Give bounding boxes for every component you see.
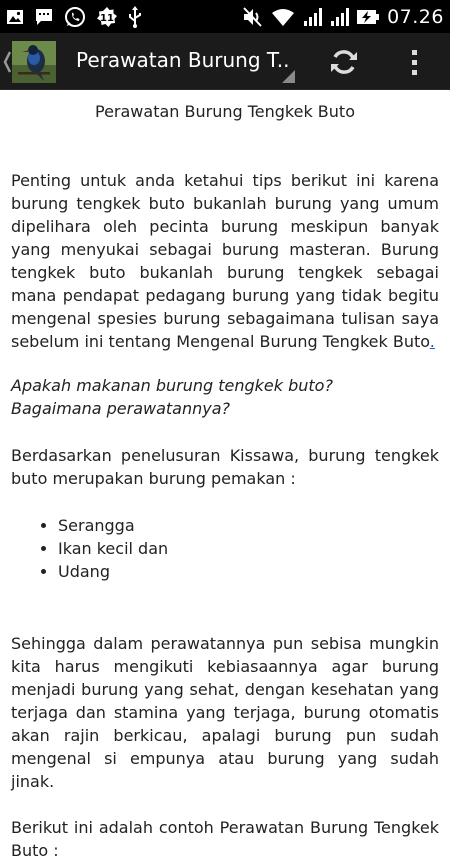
intro-link[interactable]: . [429, 332, 435, 351]
list-item: • Udang [58, 560, 439, 583]
spinner-indicator-icon[interactable] [282, 70, 295, 83]
care-paragraph: Sehingga dalam perawatannya pun sebisa mungkin kita harus mengikuti kebiasaannya agar burung menjadi burung yang sehat, dengan kesehatan yang terjaga dan stamina yang terjaga, burung otomatis akan rajin berkicau, apalagi burung pun sudah mengenal si empunya atau burung yang sudah jinak. [11, 634, 439, 791]
refresh-icon [329, 47, 359, 77]
question-1: Apakah makanan burung tengkek buto? [11, 376, 333, 395]
clock-time: 07.26 [387, 5, 444, 28]
action-bar [0, 33, 450, 90]
svg-text:11: 11 [100, 12, 114, 24]
wifi-icon [271, 7, 295, 27]
status-right-icons [242, 0, 444, 33]
signal-icon [329, 7, 349, 27]
chat-icon [34, 8, 54, 26]
battery-charging-icon [356, 7, 380, 27]
list-item: • Ikan kecil dan [58, 537, 439, 560]
whatsapp-icon [64, 6, 86, 28]
article-title: Perawatan Burung Tengkek Buto [95, 102, 355, 121]
food-list [58, 514, 439, 583]
overflow-menu-button[interactable] [396, 42, 432, 82]
signal-icon [302, 7, 322, 27]
app-title: Perawatan Burung T.. [76, 48, 290, 72]
food-intro-paragraph: Berdasarkan penelusuran Kissawa, burung tengkek buto merupakan burung pemakan : [11, 446, 439, 488]
article-content [0, 91, 450, 860]
notification-icon [96, 6, 118, 28]
status-left-icons [6, 0, 142, 33]
up-caret-icon[interactable] [2, 49, 12, 75]
questions [11, 374, 439, 420]
example-paragraph: Berikut ini adalah contoh Perawatan Burung Tengkek Buto : [11, 818, 439, 860]
refresh-button[interactable] [322, 42, 366, 82]
image-icon [6, 9, 24, 25]
status-bar [0, 0, 450, 33]
list-item: • Serangga [58, 514, 439, 537]
mute-icon [242, 7, 264, 27]
usb-icon [128, 6, 142, 28]
intro-text: Penting untuk anda ketahui tips berikut ini karena burung tengkek buto bukanlah burung yang umum dipelihara oleh pecinta burung meskipun banyak yang menyukai sebagai burung masteran. Burung tengkek buto bukanlah burung tengkek sebagai mana pendapat pedagang burung yang tidak begitu mengenal spesies burung sebagaimana tulisan saya sebelum ini tentang Mengenal Burung Tengkek Buto [11, 171, 439, 351]
overflow-menu-icon [412, 50, 417, 55]
question-2: Bagaimana perawatannya? [11, 399, 231, 418]
intro-paragraph [11, 169, 439, 353]
bird-icon[interactable] [12, 41, 56, 83]
